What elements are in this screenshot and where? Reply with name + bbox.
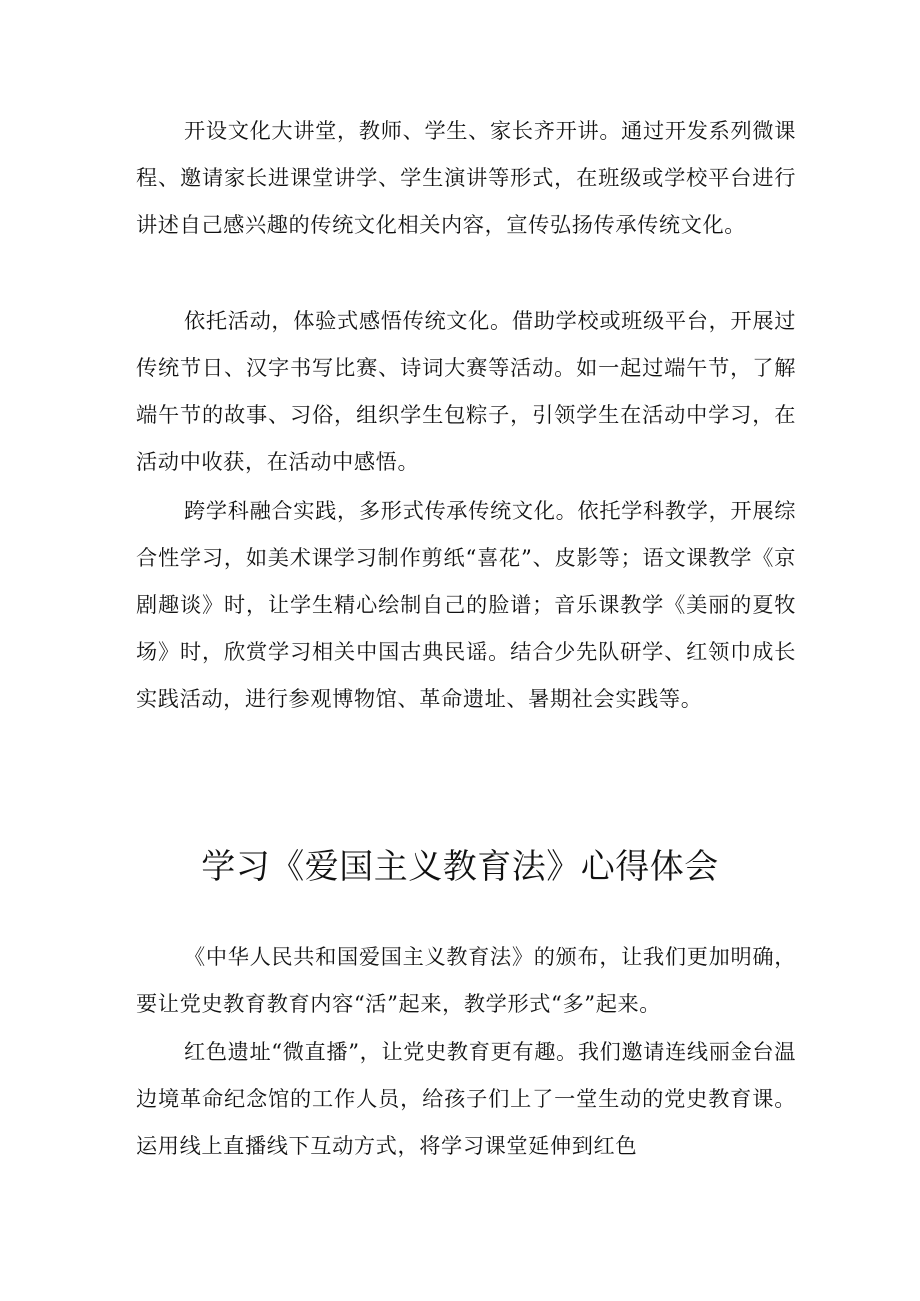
paragraph-red-site-livestream: 红色遗址“微直播”，让党史教育更有趣。我们邀请连线丽金台温边境革命纪念馆的工作人员，给孩子们上了一堂生动的党史教育课。运用线上直播线下互动方式，将学习课堂延伸到红色 <box>136 1039 796 1158</box>
paragraph-law-promulgation: 《中华人民共和国爱国主义教育法》的颁布，让我们更加明确，要让党史教育教育内容“活”起来，教学形式“多”起来。 <box>136 944 796 1016</box>
paragraph-lecture-hall: 开设文化大讲堂，教师、学生、家长齐开讲。通过开发系列微课程、邀请家长进课堂讲学、学生演讲等形式，在班级或学校平台进行讲述自己感兴趣的传统文化相关内容，宣传弘扬传承传统文化。 <box>136 118 796 237</box>
section-title: 学习《爱国主义教育法》心得体会 <box>201 847 719 887</box>
paragraph-activities: 依托活动，体验式感悟传统文化。借助学校或班级平台，开展过传统节日、汉字书写比赛、诗词大赛等活动。如一起过端午节，了解端午节的故事、习俗，组织学生包粽子，引领学生在活动中学习，在活动中收获，在活动中感悟。 <box>136 308 796 474</box>
paragraph-interdisciplinary: 跨学科融合实践，多形式传承传统文化。依托学科教学，开展综合性学习，如美术课学习制作剪纸“喜花”、皮影等；语文课教学《京剧趣谈》时，让学生精心绘制自己的脸谱；音乐课教学《美丽的夏牧场》时，欣赏学习相关中国古典民谣。结合少先队研学、红领巾成长实践活动，进行参观博物馆、革命遗址、暑期社会实践等。 <box>136 498 796 711</box>
